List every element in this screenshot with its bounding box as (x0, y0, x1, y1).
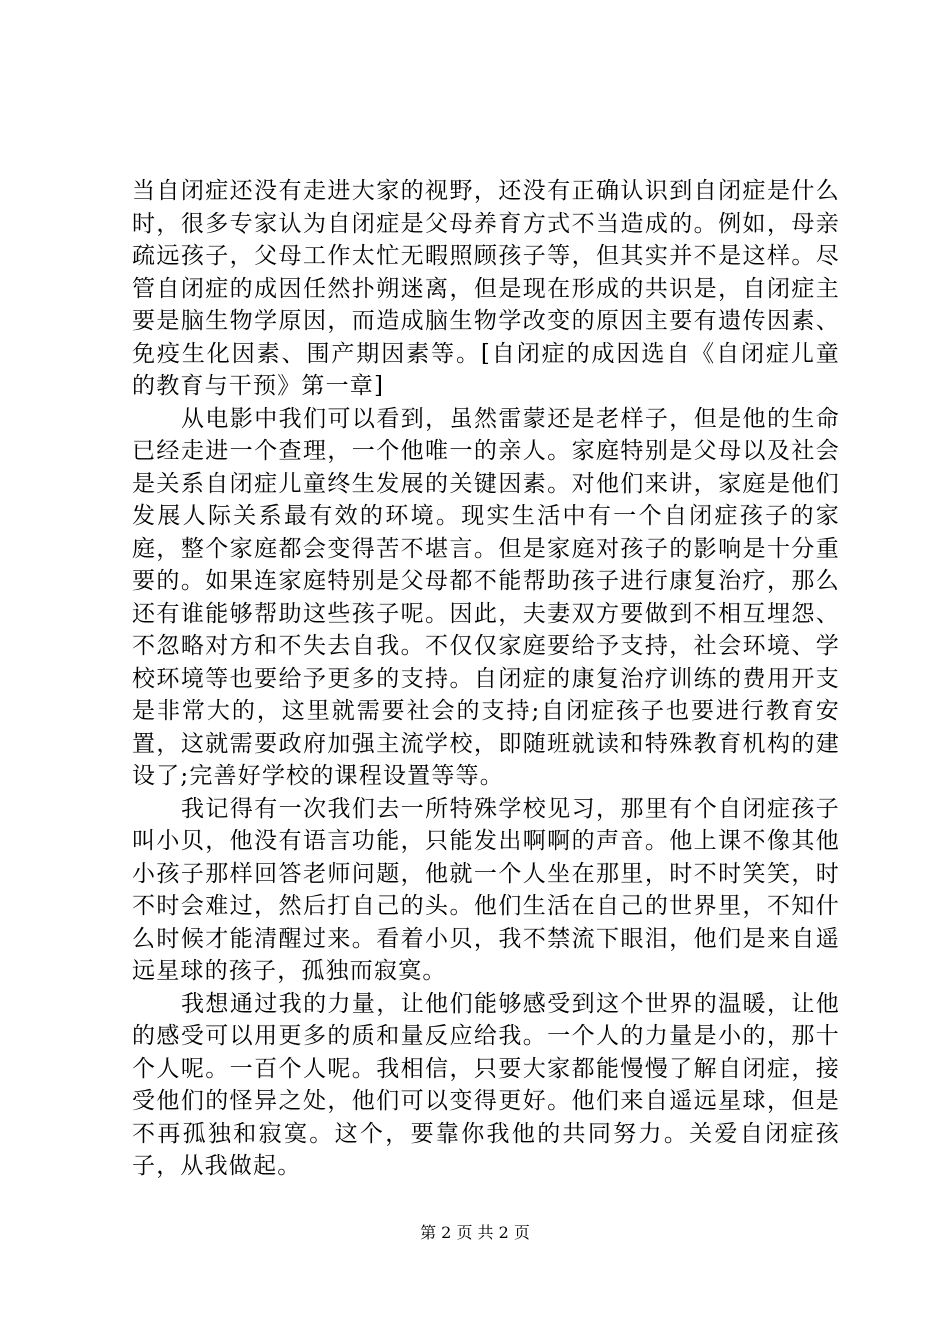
paragraph-4: 我想通过我的力量，让他们能够感受到这个世界的温暖，让他的感受可以用更多的质和量反应给我。一个人的力量是小的，那十个人呢。一百个人呢。我相信，只要大家都能慢慢了解自闭症，接受他们的怪异之处，他们可以变得更好。他们来自遥远星球，但是不再孤独和寂寞。这个，要靠你我他的共同努力。关爱自闭症孩子，从我做起。 (132, 990, 840, 1179)
paragraph-2: 从电影中我们可以看到，虽然雷蒙还是老样子，但是他的生命已经走进一个查理，一个他唯一的亲人。家庭特别是父母以及社会是关系自闭症儿童终生发展的关键因素。对他们来讲，家庭是他们发展人际关系最有效的环境。现实生活中有一个自闭症孩子的家庭，整个家庭都会变得苦不堪言。但是家庭对孩子的影响是十分重要的。如果连家庭特别是父母都不能帮助孩子进行康复治疗，那么还有谁能够帮助这些孩子呢。因此，夫妻双方要做到不相互埋怨、不忽略对方和不失去自我。不仅仅家庭要给予支持，社会环境、学校环境等也要给予更多的支持。自闭症的康复治疗训练的费用开支是非常大的，这里就需要社会的支持;自闭症孩子也要进行教育安置，这就需要政府加强主流学校，即随班就读和特殊教育机构的建设了;完善好学校的课程设置等等。 (132, 405, 840, 789)
document-body (132, 175, 840, 1183)
paragraph-3: 我记得有一次我们去一所特殊学校见习，那里有个自闭症孩子叫小贝，他没有语言功能，只能发出啊啊的声音。他上课不像其他小孩子那样回答老师问题，他就一个人坐在那里，时不时笑笑，时不时会难过，然后打自己的头。他们生活在自己的世界里，不知什么时候才能清醒过来。看着小贝，我不禁流下眼泪，他们是来自遥远星球的孩子，孤独而寂寞。 (132, 795, 840, 984)
page-number-footer: 第 2 页 共 2 页 (420, 1223, 530, 1242)
paragraph-1: 当自闭症还没有走进大家的视野，还没有正确认识到自闭症是什么时，很多专家认为自闭症是父母养育方式不当造成的。例如，母亲疏远孩子，父母工作太忙无暇照顾孩子等，但其实并不是这样。尽管自闭症的成因任然扑朔迷离，但是现在形成的共识是，自闭症主要是脑生物学原因，而造成脑生物学改变的原因主要有遗传因素、免疫生化因素、围产期因素等。[自闭症的成因选自《自闭症儿童的教育与干预》第一章] (132, 178, 840, 399)
